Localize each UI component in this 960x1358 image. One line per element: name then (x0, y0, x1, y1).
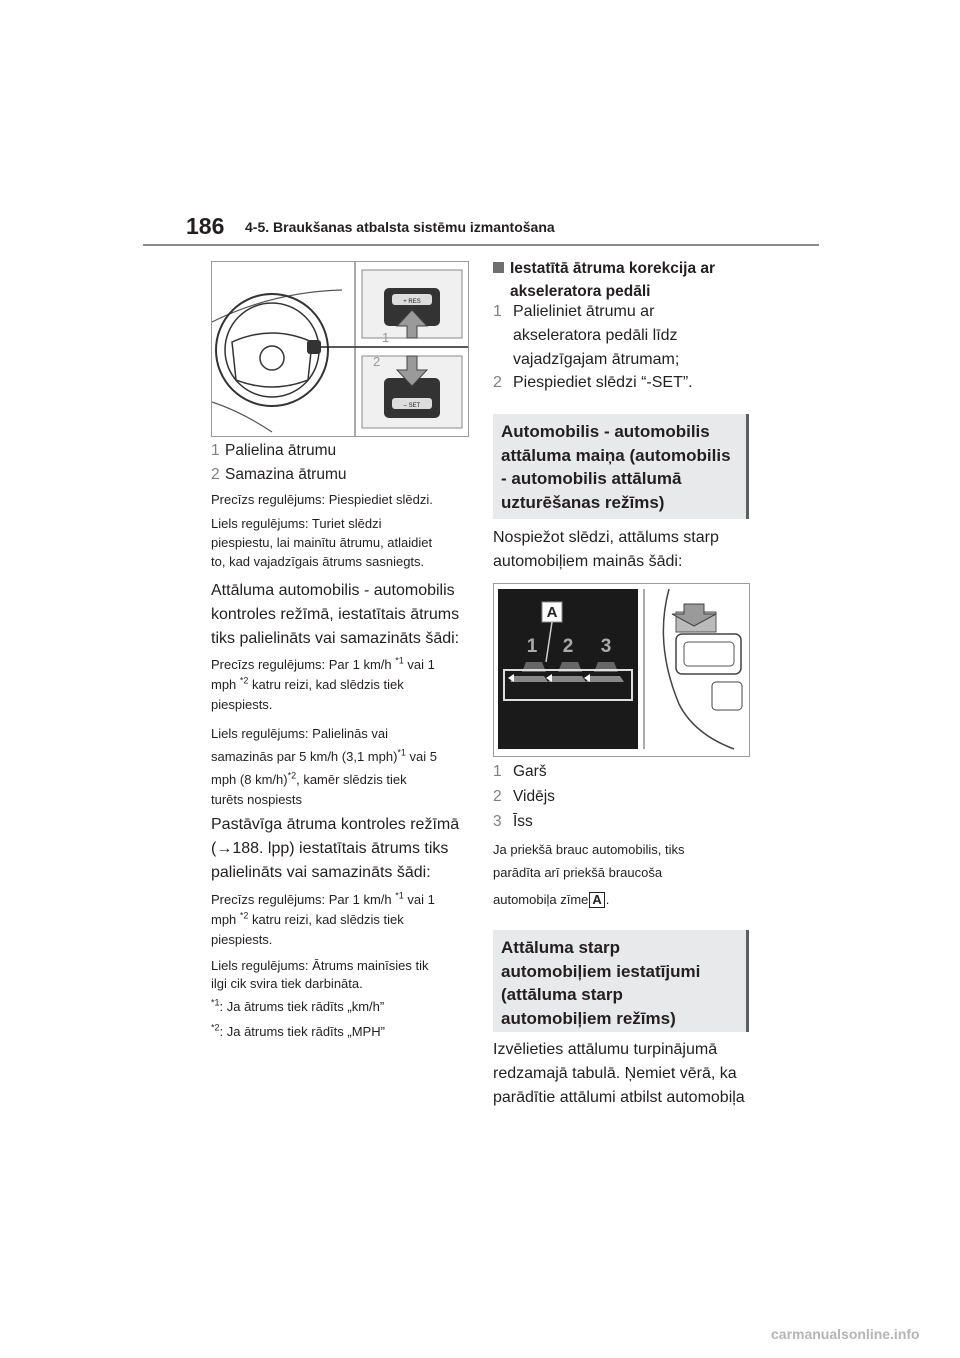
text: Precīzs regulējums: Par 1 km/h (211, 657, 396, 672)
text: Iestatītā ātruma korekcija ar (510, 260, 716, 277)
line: Automobilis - automobilis (501, 422, 710, 441)
line (211, 745, 437, 768)
step-number: 2 (493, 374, 502, 391)
footnote-2 (211, 1022, 385, 1041)
label-a: A (546, 604, 558, 621)
line: attāluma maiņa (automobilis (501, 445, 731, 465)
line (493, 300, 679, 324)
line: parādītie attālumi atbilst automobiļa (493, 1089, 745, 1106)
line (211, 655, 435, 675)
square-bullet-icon (493, 262, 504, 273)
paragraph-fine-adjust-distance (211, 655, 435, 715)
line: parādīta arī priekšā braucoša (493, 865, 663, 880)
step-1 (493, 300, 679, 372)
text: , kamēr slēdzis tiek (296, 772, 407, 787)
subheading-accelerator (493, 257, 715, 303)
line: (→188. lpp) iestatītais ātrums tiks (211, 840, 449, 857)
line: piespiestu, lai mainītu ātrumu, atlaidiet (211, 535, 433, 550)
item-text: Garš (513, 763, 547, 780)
footnote-ref: *2 (239, 675, 249, 686)
callout-2: 2 (373, 354, 381, 369)
line: akseleratora pedāli līdz (513, 327, 678, 344)
text: mph (211, 677, 240, 692)
text: mph (211, 912, 240, 927)
line: Nospiežot slēdzi, attālums starp (493, 529, 719, 546)
list-item (493, 762, 547, 781)
line: tiks palielināts vai samazināts šādi: (211, 630, 460, 647)
item-text: Vidējs (513, 788, 555, 805)
paragraph-fine-adjust: Precīzs regulējums: Piespiediet slēdzi. (211, 492, 433, 507)
line: automobiļiem iestatījumi (501, 961, 701, 981)
line: Izvēlieties attālumu turpinājumā (493, 1041, 718, 1058)
text: samazinās par 5 km/h (3,1 mph) (211, 749, 398, 764)
text: Precīzs regulējums: Par 1 km/h (211, 892, 396, 907)
res-label: + RES (403, 299, 421, 305)
line: turēts nospiests (211, 792, 303, 807)
badge-a: A (589, 892, 604, 908)
item-number: 1 (493, 763, 502, 780)
footnote-text: : Ja ātrums tiek rādīts „km/h” (219, 999, 385, 1014)
paragraph-select-distance (493, 1038, 745, 1110)
line: (attāluma starp (501, 985, 623, 1004)
footnote-ref: *1 (397, 747, 406, 758)
line: automobiļiem režīms) (501, 1008, 676, 1028)
list-item (493, 812, 533, 831)
line: Attāluma starp (501, 938, 621, 957)
step-number: 1 (493, 303, 502, 320)
line (211, 768, 437, 791)
line: uzturēšanas režīms) (501, 492, 665, 512)
paragraph-distance-change (493, 526, 719, 574)
line (211, 910, 435, 930)
line: - automobilis attālumā (501, 469, 682, 488)
text: katru reizi, kad slēdzis tiek (248, 912, 404, 927)
line: to, kad vajadzīgais ātrums sasniegts. (211, 554, 425, 569)
line (211, 675, 435, 695)
line: Liels regulējums: Turiet slēdzi (211, 516, 382, 531)
line: redzamajā tabulā. Ņemiet vērā, ka (493, 1065, 737, 1082)
text: mph (8 km/h) (211, 772, 288, 787)
label-1: 1 (526, 636, 538, 657)
line: Liels regulējums: Ātrums mainīsies tik (211, 958, 429, 973)
distance-switch-figure (493, 583, 750, 757)
line: Ja priekšā brauc automobilis, tiks (493, 842, 685, 857)
footnote-mark: *1 (211, 997, 220, 1008)
text: vai 1 (403, 892, 435, 907)
item-number: 2 (493, 788, 502, 805)
line: piespiests. (211, 697, 273, 712)
note-preceding-vehicle (493, 838, 684, 911)
list-item (211, 465, 346, 484)
text: Piespiediet slēdzi “-SET”. (513, 374, 693, 391)
paragraph-fine-adjust-constant (211, 890, 435, 950)
item-text: Īss (513, 813, 533, 830)
line: kontroles režīmā, iestatītais ātrums (211, 606, 460, 623)
text: vai 5 (405, 749, 437, 764)
step-2 (493, 371, 693, 395)
page-number: 186 (186, 213, 225, 239)
paragraph-distance-mode (211, 579, 459, 651)
label-3: 3 (600, 636, 612, 657)
text: . (605, 892, 610, 907)
item-number: 1 (211, 442, 220, 459)
item-number: 3 (493, 813, 502, 830)
line: Attāluma automobilis - automobilis (211, 582, 455, 599)
line (493, 888, 684, 911)
label-2: 2 (562, 636, 574, 657)
line: Pastāvīga ātruma kontroles režīmā (211, 816, 460, 833)
footnote-text: : Ja ātrums tiek rādīts „MPH” (219, 1024, 385, 1039)
callout-1: 1 (382, 330, 390, 345)
footnote-ref: *2 (287, 770, 297, 781)
header-rule (143, 244, 819, 246)
item-number: 2 (211, 466, 220, 483)
heading-box-distance-settings (493, 930, 749, 1032)
line: ilgi cik svira tiek darbināta. (211, 976, 363, 991)
set-label: – SET (403, 403, 421, 409)
footnote-ref: *2 (239, 910, 249, 921)
line: akseleratora pedāli (510, 283, 651, 300)
distance-display-illustration (494, 584, 749, 756)
heading-box-distance-change (493, 414, 749, 519)
footnote-ref: *1 (395, 890, 404, 901)
section-title: 4-5. Braukšanas atbalsta sistēmu izmantošana (245, 219, 555, 235)
line: piespiests. (211, 932, 273, 947)
line: Liels regulējums: Palielinās vai (211, 726, 389, 741)
text: vai 1 (403, 657, 435, 672)
footnote-mark: *2 (211, 1022, 220, 1033)
text: automobiļa zīme (493, 892, 589, 907)
paragraph-coarse-adjust (211, 514, 432, 571)
paragraph-constant-mode (211, 813, 459, 885)
line: automobiļiem mainās šādi: (493, 553, 683, 570)
footnote-ref: *1 (395, 655, 404, 666)
footnote-1 (211, 997, 384, 1016)
item-text: Palielina ātrumu (225, 442, 337, 459)
text: katru reizi, kad slēdzis tiek (248, 677, 404, 692)
watermark: carmanualsonline.info (771, 1326, 920, 1342)
paragraph-coarse-adjust-distance (211, 722, 437, 809)
line: palielināts vai samazināts šādi: (211, 864, 431, 881)
list-item (493, 787, 555, 806)
steering-switch-figure (211, 261, 469, 437)
line: vajadzīgajam ātrumam; (513, 351, 680, 368)
item-text: Samazina ātrumu (225, 466, 347, 483)
line (493, 257, 715, 280)
text: Palieliniet ātrumu ar (513, 303, 655, 320)
list-item (211, 441, 336, 460)
steering-wheel-illustration (212, 262, 468, 436)
paragraph-coarse-adjust-constant (211, 957, 428, 993)
line (211, 890, 435, 910)
